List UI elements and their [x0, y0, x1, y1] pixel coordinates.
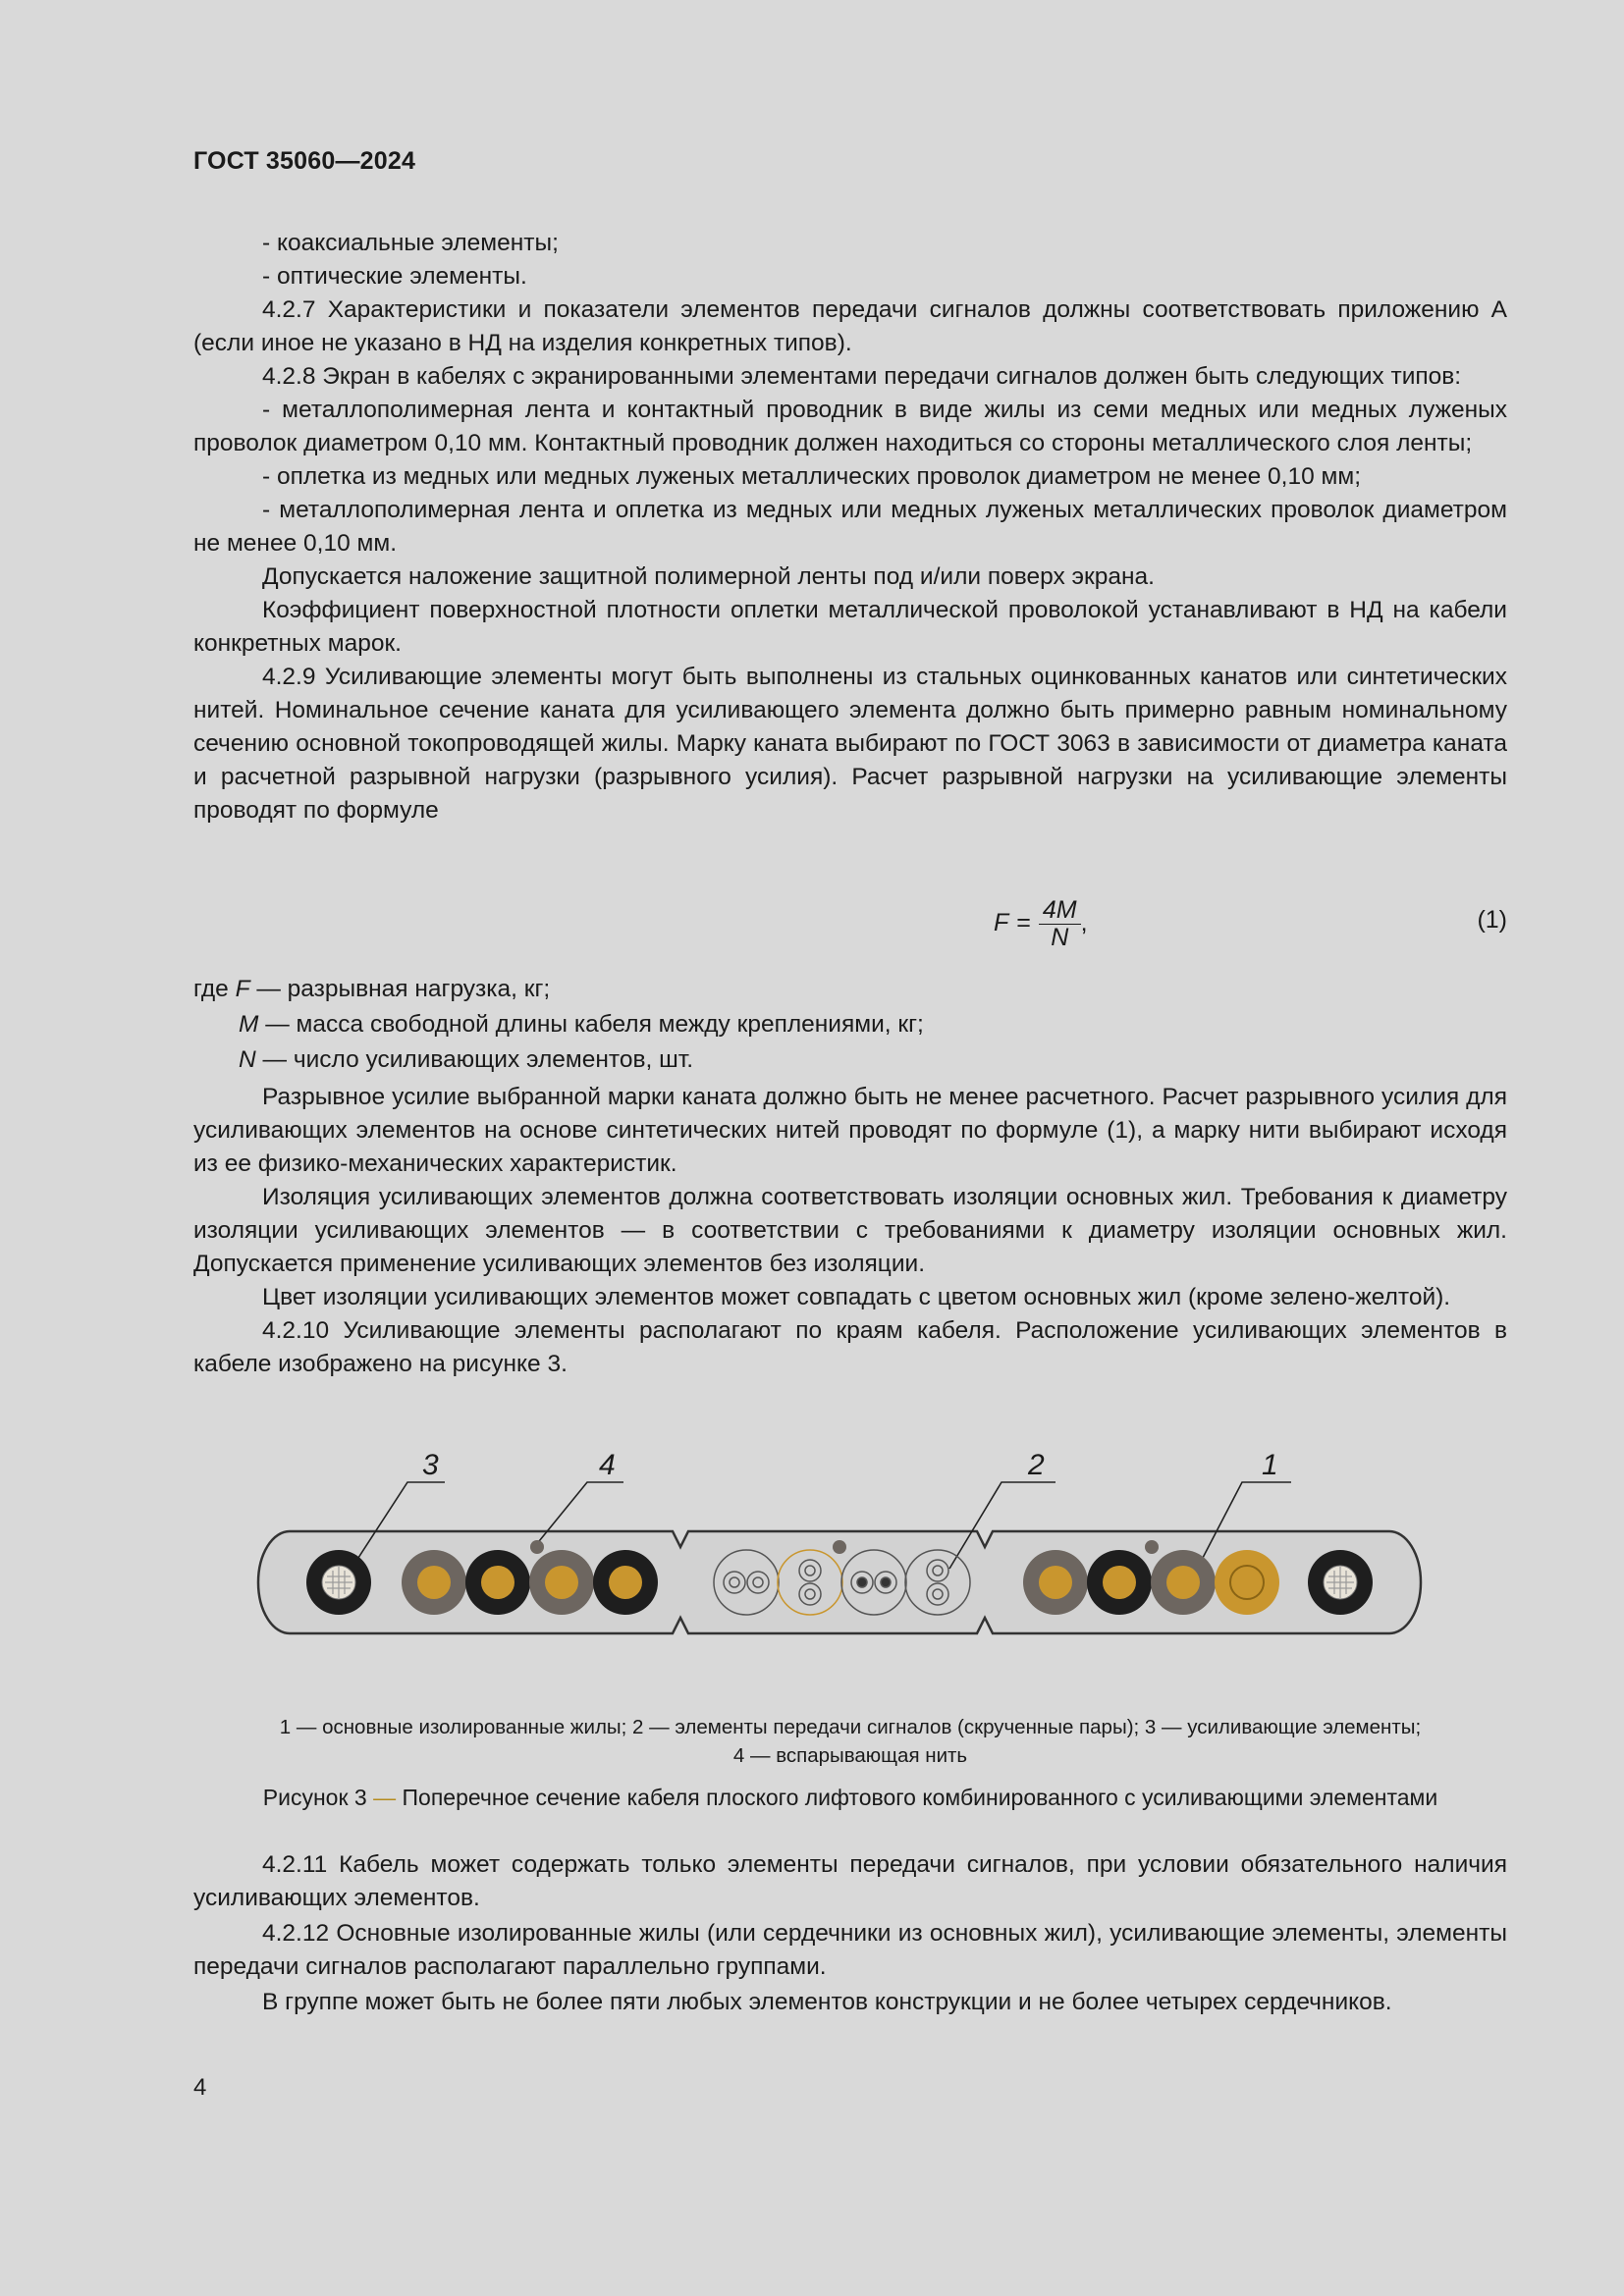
paragraph: 4.2.11 Кабель может содержать только элементы передачи сигналов, при условии обязательного наличия усиливающих элементов.: [193, 1851, 1507, 1911]
figure-label-3: 3: [422, 1449, 439, 1481]
figure-legend-line: 1 — основные изолированные жилы; 2 — элементы передачи сигналов (скрученные пары); 3 — усиливающие элементы;: [279, 1716, 1422, 1738]
paragraph: Разрывное усилие выбранной марки каната должно быть не менее расчетного. Расчет разрывного усилия для усиливающих элементов на основе синтетических нитей проводят по формуле (1), а марку нити выбирают исходя из ее физико-механических характеристик.: [193, 1084, 1507, 1177]
document-header: ГОСТ 35060—2024: [193, 147, 416, 175]
page-number: 4: [193, 2074, 207, 2101]
legend-prefix: где: [193, 976, 236, 1002]
ripcord-center: [833, 1540, 846, 1554]
figure-title: [193, 1783, 1507, 1812]
figure-title-dash: —: [366, 1785, 403, 1810]
formula: [994, 896, 1088, 950]
paragraph: 4.2.8 Экран в кабелях с экранированными элементами передачи сигналов должен быть следующих типов:: [262, 363, 1462, 390]
legend-row: [193, 972, 1507, 1007]
figure-title-prefix: Рисунок 3: [262, 1785, 367, 1810]
figure-title-text: Поперечное сечение кабеля плоского лифтового комбинированного с усиливающими элементами: [402, 1785, 1438, 1810]
formula-row: [193, 888, 1507, 957]
cable-cross-section-figure: [250, 1433, 1429, 1669]
formula-tail: ,: [1080, 909, 1088, 936]
paragraph: 4.2.9 Усиливающие элементы могут быть выполнены из стальных оцинкованных канатов или синтетических нитей. Номинальное сечение каната для усиливающего элемента должно быть примерно равным номинальному сечению основной токопроводящей жилы. Марку каната выбирают по ГОСТ 3063 в зависимости от диаметра каната и расчетной разрывной нагрузки (разрывного усилия). Расчет разрывной нагрузки на усиливающие элементы проводят по формуле: [193, 664, 1507, 824]
equation-number: (1): [1477, 906, 1507, 934]
paragraph: - металлополимерная лента и оплетка из медных или медных луженых металлических проволок диаметром не менее 0,10 мм.: [193, 497, 1507, 557]
figure-legend: [193, 1713, 1507, 1770]
strength-member-left: [306, 1550, 371, 1615]
legend-desc: — масса свободной длины кабеля между креплениями, кг;: [258, 1011, 924, 1038]
legend-var: F: [235, 976, 250, 1002]
formula-denominator: N: [1051, 924, 1069, 951]
legend-var: N: [239, 1046, 256, 1073]
paragraph: - оптические элементы.: [262, 263, 527, 290]
legend-var: M: [239, 1011, 259, 1038]
formula-fraction: [1039, 896, 1081, 950]
legend-row: [193, 1042, 1507, 1078]
legend-desc: — разрывная нагрузка, кг;: [249, 976, 551, 1002]
paragraph: 4.2.10 Усиливающие элементы располагают по краям кабеля. Расположение усиливающих элементов в кабеле изображено на рисунке 3.: [193, 1317, 1507, 1377]
paragraph: - оплетка из медных или медных луженых металлических проволок диаметром не менее 0,10 мм;: [262, 463, 1362, 490]
text-block-1: [193, 227, 1507, 828]
paragraph: Коэффициент поверхностной плотности оплетки металлической проволокой устанавливают в НД на кабели конкретных марок.: [193, 597, 1507, 657]
paragraph: - коаксиальные элементы;: [262, 230, 559, 256]
paragraph: 4.2.7 Характеристики и показатели элементов передачи сигналов должны соответствовать приложению А (если иное не указано в НД на изделия конкретных типов).: [193, 296, 1507, 356]
legend-row: [193, 1007, 1507, 1042]
paragraph: Цвет изоляции усиливающих элементов может совпадать с цветом основных жил (кроме зелено-желтой).: [262, 1284, 1451, 1310]
paragraph: Изоляция усиливающих элементов должна соответствовать изоляции основных жил. Требования к диаметру изоляции усиливающих элементов — в соответствии с требованиями к диаметру изоляции основных жил. Допускается применение усиливающих элементов без изоляции.: [193, 1184, 1507, 1277]
figure-label-1: 1: [1262, 1449, 1278, 1481]
figure-label-4: 4: [599, 1449, 616, 1481]
strength-member-right: [1308, 1550, 1373, 1615]
figure-legend-line: 4 — вспарывающая нить: [732, 1744, 968, 1767]
formula-numerator: 4M: [1039, 896, 1081, 925]
paragraph: - металлополимерная лента и контактный проводник в виде жилы из семи медных или медных луженых проволок диаметром 0,10 мм. Контактный проводник должен находиться со стороны металлического слоя ленты;: [193, 397, 1507, 456]
paragraph: В группе может быть не более пяти любых элементов конструкции и не более четырех сердечников.: [262, 1989, 1392, 2015]
paragraph: Допускается наложение защитной полимерной ленты под и/или поверх экрана.: [262, 563, 1155, 590]
formula-eq: =: [1016, 909, 1031, 936]
text-block-3: [193, 1848, 1507, 2019]
paragraph: 4.2.12 Основные изолированные жилы (или сердечники из основных жил), усиливающие элементы, элементы передачи сигналов располагают параллельно группами.: [193, 1920, 1507, 1980]
formula-lhs: F: [994, 909, 1009, 936]
legend-desc: — число усиливающих элементов, шт.: [255, 1046, 694, 1073]
figure-label-2: 2: [1028, 1449, 1045, 1481]
variable-legend: [193, 972, 1507, 1078]
text-block-2: [193, 1081, 1507, 1381]
